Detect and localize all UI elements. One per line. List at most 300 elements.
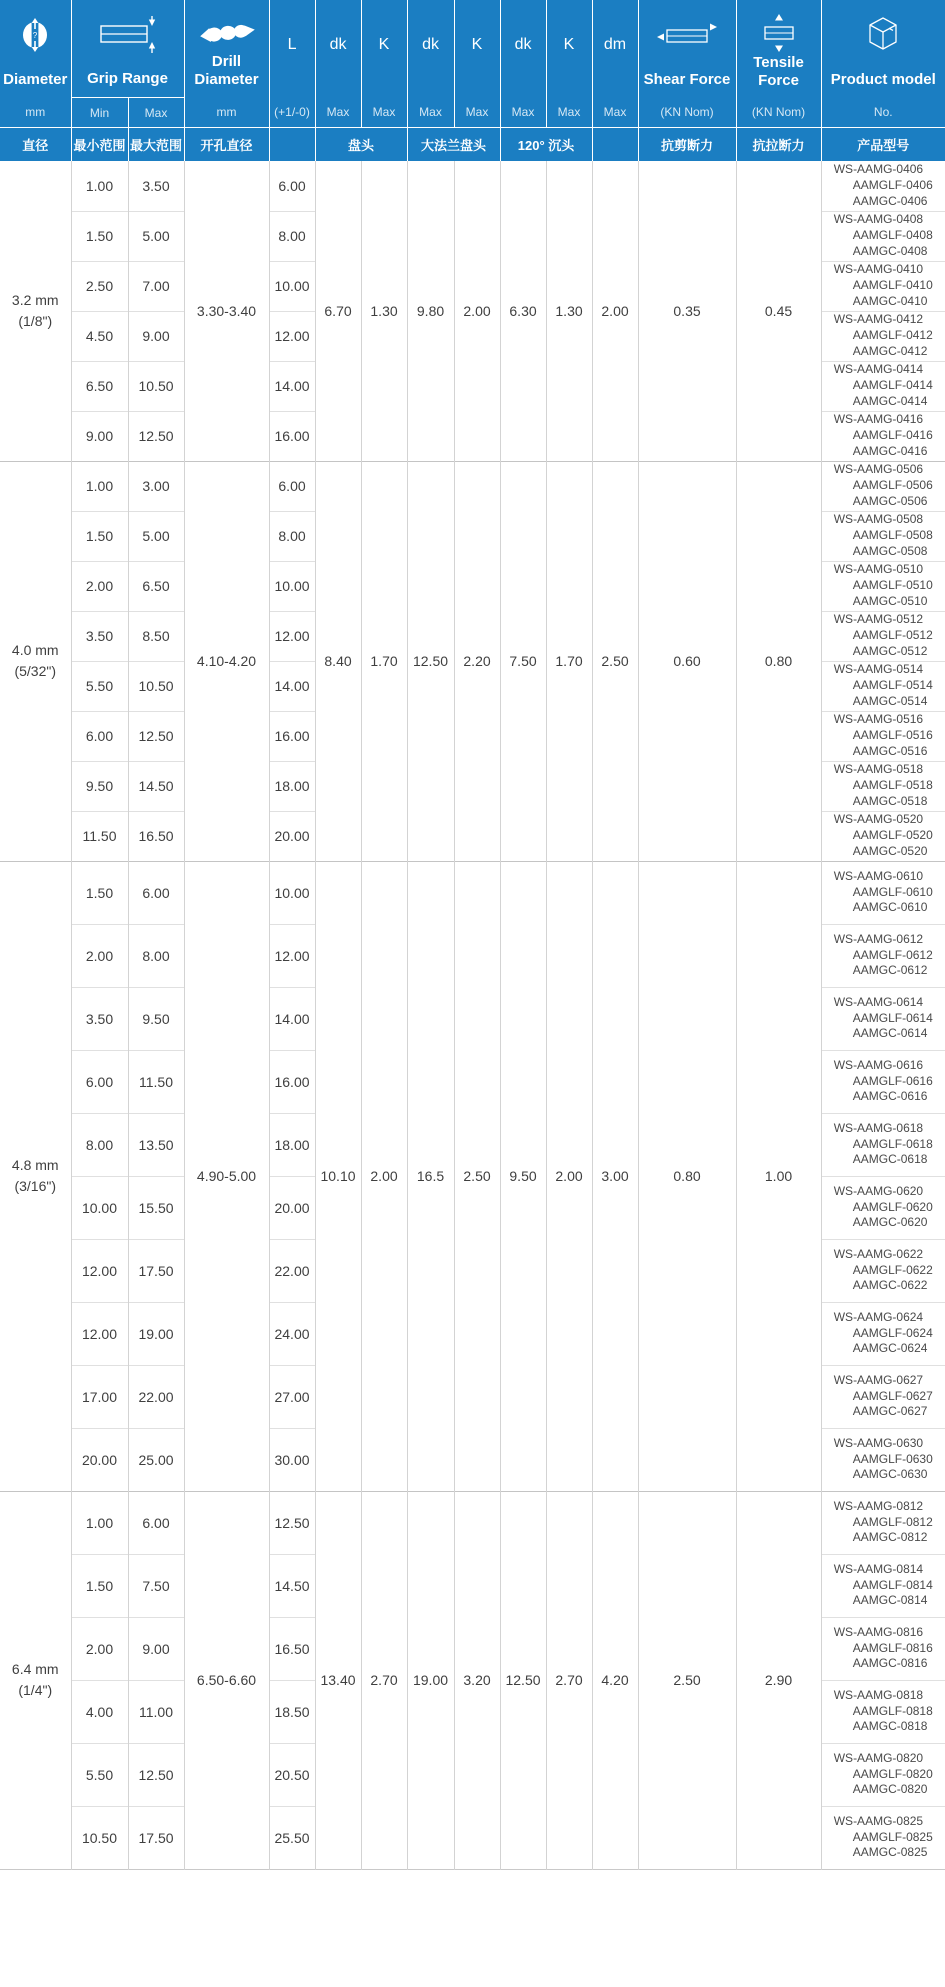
product-model-list [834,612,933,659]
csk-k-cell: 1.70 [546,461,592,861]
length-cell: 20.00 [269,811,315,861]
product-model: AAMGC-0514 [852,693,928,708]
pan-k-cell: 1.70 [361,461,407,861]
product-model: AAMGC-0412 [852,343,928,358]
length-cell: 20.50 [269,1743,315,1806]
cn-diameter: 直径 [0,128,71,162]
product-model: WS-AAMG-0520 [833,812,924,827]
product-model-cell [821,611,945,661]
grip-min-cell: 4.00 [71,1680,128,1743]
product-model-list [834,512,933,559]
grip-min-cell: 11.50 [71,811,128,861]
product-model-list [834,462,933,509]
grip-max-cell: 17.50 [128,1239,184,1302]
product-model: WS-AAMG-0818 [833,1687,924,1702]
product-model: AAMGC-0414 [852,393,928,408]
header-product-label: Product model [830,70,936,88]
grip-max-cell: 8.00 [128,924,184,987]
diameter-size: 4.8 mm [11,1157,59,1173]
pan-k-cell: 1.30 [361,161,407,461]
grip-min-cell: 3.50 [71,987,128,1050]
length-cell: 12.00 [269,311,315,361]
header-pan-k [361,0,407,98]
length-cell: 8.00 [269,211,315,261]
product-model: WS-AAMG-0518 [833,762,924,777]
product-model-cell [821,1743,945,1806]
product-model: AAMGC-0820 [852,1782,928,1797]
grip-max-cell: 13.50 [128,1113,184,1176]
product-model: AAMGC-0620 [852,1215,928,1230]
product-model-cell [821,211,945,261]
grip-min-cell: 12.00 [71,1239,128,1302]
product-model: AAMGLF-0624 [852,1325,933,1340]
diameter-inch: (3/16") [14,1178,57,1194]
grip-min-cell: 1.00 [71,1491,128,1554]
length-cell: 14.00 [269,661,315,711]
product-model: AAMGLF-0412 [852,328,933,343]
grip-min-cell: 2.00 [71,924,128,987]
product-model: AAMGLF-0627 [852,1388,933,1403]
csk-dk-cell: 9.50 [500,861,546,1491]
length-cell: 6.00 [269,161,315,211]
grip-max-cell: 6.00 [128,1491,184,1554]
grip-min-cell: 1.00 [71,461,128,511]
product-model: WS-AAMG-0624 [833,1309,924,1324]
grip-min-cell: 17.00 [71,1365,128,1428]
product-model-cell [821,311,945,361]
product-model-cell [821,1239,945,1302]
product-model: AAMGC-0408 [852,243,928,258]
grip-max-cell: 25.00 [128,1428,184,1491]
product-model: AAMGLF-0620 [852,1199,933,1214]
length-cell: 12.00 [269,924,315,987]
cn-pan-head: 盘头 [315,128,407,162]
diameter-inch: (1/4") [18,1682,53,1698]
product-model: AAMGLF-0814 [852,1577,933,1592]
tensile-force-cell: 0.45 [736,161,821,461]
product-model: AAMGLF-0612 [852,947,933,962]
unit-pan-dk: Max [315,98,361,128]
product-model: AAMGLF-0825 [852,1829,933,1844]
flange-k-cell: 2.50 [454,861,500,1491]
product-model: AAMGC-0618 [852,1152,928,1167]
product-model: AAMGLF-0410 [852,278,933,293]
length-cell: 14.50 [269,1554,315,1617]
unit-flange-k: Max [454,98,500,128]
tensile-force-icon [758,12,800,54]
product-model: AAMGC-0508 [852,543,928,558]
cn-dm-empty [592,128,638,162]
cn-length-empty [269,128,315,162]
diameter-size: 3.2 mm [11,291,59,308]
product-model: AAMGC-0825 [852,1845,928,1860]
length-cell: 16.00 [269,411,315,461]
product-model: WS-AAMG-0612 [833,931,924,946]
product-model: AAMGC-0616 [852,1089,928,1104]
product-model: WS-AAMG-0614 [833,994,924,1009]
product-model-cell [821,1176,945,1239]
grip-min-cell: 10.00 [71,1176,128,1239]
product-model-list [834,869,933,916]
product-model-cell [821,661,945,711]
length-cell: 10.00 [269,261,315,311]
unit-grip-min: Min [71,98,128,128]
product-model: AAMGLF-0512 [852,628,933,643]
product-model-cell [821,1113,945,1176]
product-model-list [834,932,933,979]
product-model-cell [821,161,945,211]
header-grip-range [71,0,184,98]
grip-min-cell: 2.00 [71,1617,128,1680]
unit-csk-dk: Max [500,98,546,128]
product-model-cell [821,761,945,811]
diameter-cell [0,461,71,861]
length-cell: 24.00 [269,1302,315,1365]
product-model-list [834,1184,933,1231]
length-cell: 10.00 [269,561,315,611]
product-model-list [834,1625,933,1672]
unit-product: No. [821,98,945,128]
product-model: WS-AAMG-0508 [833,512,924,527]
drill-diameter-cell: 4.10-4.20 [184,461,269,861]
length-cell: 18.00 [269,761,315,811]
header-length-label: L [287,36,297,54]
cn-grip-max: 最大范围 [128,128,184,162]
product-model: WS-AAMG-0506 [833,462,924,477]
cn-product: 产品型号 [821,128,945,162]
product-model: WS-AAMG-0406 [833,162,924,176]
header-shear [638,0,736,98]
length-cell: 16.00 [269,711,315,761]
length-cell: 14.00 [269,361,315,411]
flange-dk-cell: 19.00 [407,1491,454,1869]
flange-k-cell: 3.20 [454,1491,500,1869]
header-tensile [736,0,821,98]
header-drill-label: Drill Diameter [194,52,259,88]
product-model-list [834,662,933,709]
diameter-cell [0,161,71,461]
product-model-list [834,812,933,859]
length-cell: 18.00 [269,1113,315,1176]
product-model: AAMGC-0516 [852,743,928,758]
header-flange-dk [407,0,454,98]
product-model-cell [821,261,945,311]
product-model: WS-AAMG-0512 [833,612,924,627]
grip-min-cell: 6.00 [71,711,128,761]
unit-length: (+1/-0) [269,98,315,128]
grip-min-cell: 6.00 [71,1050,128,1113]
product-model: AAMGLF-0820 [852,1766,933,1781]
product-model: WS-AAMG-0516 [833,712,924,727]
drill-icon [198,12,256,53]
dm-cell: 2.00 [592,161,638,461]
product-model: AAMGLF-0510 [852,578,933,593]
product-model-cell [821,1050,945,1113]
header-pan-k-label: K [378,36,390,54]
product-model: WS-AAMG-0408 [833,212,924,227]
cn-grip-min: 最小范围 [71,128,128,162]
product-model-list [834,1688,933,1735]
grip-max-cell: 12.50 [128,1743,184,1806]
diameter-inch: (5/32") [14,663,57,679]
pan-dk-cell: 10.10 [315,861,361,1491]
length-cell: 22.00 [269,1239,315,1302]
unit-flange-dk: Max [407,98,454,128]
product-model: AAMGLF-0812 [852,1514,933,1529]
product-model: AAMGC-0818 [852,1719,928,1734]
product-model-list [834,262,933,309]
header-csk-dk-label: dk [514,36,532,54]
header-drill [184,0,269,98]
header-dm-label: dm [603,36,627,54]
grip-min-cell: 2.50 [71,261,128,311]
product-model-list [834,1121,933,1168]
length-cell: 30.00 [269,1428,315,1491]
grip-max-cell: 9.00 [128,311,184,361]
product-model: AAMGLF-0816 [852,1640,933,1655]
grip-range-icon [95,12,161,58]
product-model: WS-AAMG-0414 [833,362,924,377]
product-model: AAMGC-0816 [852,1656,928,1671]
drill-diameter-cell: 6.50-6.60 [184,1491,269,1869]
product-model: WS-AAMG-0412 [833,312,924,327]
grip-max-cell: 11.50 [128,1050,184,1113]
cn-shear: 抗剪断力 [638,128,736,162]
grip-min-cell: 1.50 [71,861,128,924]
product-model-list [834,1310,933,1357]
grip-min-cell: 12.00 [71,1302,128,1365]
grip-min-cell: 2.00 [71,561,128,611]
product-model-cell [821,924,945,987]
length-cell: 25.50 [269,1806,315,1869]
grip-max-cell: 9.00 [128,1617,184,1680]
header-dm [592,0,638,98]
product-model: AAMGC-0410 [852,293,928,308]
dm-cell: 4.20 [592,1491,638,1869]
diameter-cell [0,1491,71,1869]
shear-force-cell: 0.35 [638,161,736,461]
product-model: WS-AAMG-0622 [833,1246,924,1261]
product-model: AAMGC-0510 [852,593,928,608]
grip-min-cell: 5.50 [71,661,128,711]
product-model-list [834,1814,933,1861]
product-model-list [834,312,933,359]
dm-cell: 2.50 [592,461,638,861]
length-cell: 12.00 [269,611,315,661]
grip-max-cell: 8.50 [128,611,184,661]
length-cell: 10.00 [269,861,315,924]
header-csk-k [546,0,592,98]
product-model: AAMGC-0624 [852,1341,928,1356]
product-model: WS-AAMG-0410 [833,262,924,277]
product-model: AAMGLF-0508 [852,528,933,543]
drill-diameter-cell: 3.30-3.40 [184,161,269,461]
product-model-cell [821,811,945,861]
csk-k-cell: 1.30 [546,161,592,461]
product-model: AAMGC-0416 [852,443,928,458]
product-model: WS-AAMG-0630 [833,1435,924,1450]
spec-table-body [0,161,945,1869]
product-model: AAMGC-0814 [852,1593,928,1608]
length-cell: 8.00 [269,511,315,561]
product-model-cell [821,1428,945,1491]
length-cell: 20.00 [269,1176,315,1239]
product-model: AAMGLF-0518 [852,778,933,793]
product-model: WS-AAMG-0816 [833,1624,924,1639]
product-box-icon [862,12,904,58]
length-cell: 12.50 [269,1491,315,1554]
product-model: AAMGC-0612 [852,963,928,978]
grip-max-cell: 3.00 [128,461,184,511]
product-model: AAMGLF-0616 [852,1073,933,1088]
product-model: WS-AAMG-0510 [833,562,924,577]
length-cell: 27.00 [269,1365,315,1428]
product-model-list [834,362,933,409]
product-model: AAMGLF-0516 [852,728,933,743]
product-model-list [834,412,933,459]
grip-max-cell: 15.50 [128,1176,184,1239]
unit-dm: Max [592,98,638,128]
grip-min-cell: 3.50 [71,611,128,661]
diameter-icon [18,12,52,58]
grip-max-cell: 9.50 [128,987,184,1050]
product-model: AAMGLF-0520 [852,828,933,843]
product-model: AAMGC-0512 [852,643,928,658]
product-model-list [834,162,933,209]
product-model: AAMGC-0627 [852,1404,928,1419]
grip-min-cell: 1.50 [71,211,128,261]
grip-max-cell: 17.50 [128,1806,184,1869]
grip-min-cell: 8.00 [71,1113,128,1176]
header-diameter [0,0,71,98]
pan-dk-cell: 6.70 [315,161,361,461]
product-model: AAMGLF-0408 [852,228,933,243]
tensile-force-cell: 1.00 [736,861,821,1491]
csk-dk-cell: 6.30 [500,161,546,461]
header-csk-dk [500,0,546,98]
product-model-cell [821,861,945,924]
product-model-cell [821,1491,945,1554]
grip-max-cell: 7.50 [128,1554,184,1617]
pan-k-cell: 2.70 [361,1491,407,1869]
product-model: AAMGLF-0622 [852,1262,933,1277]
cn-drill: 开孔直径 [184,128,269,162]
grip-min-cell: 5.50 [71,1743,128,1806]
product-model: AAMGC-0406 [852,193,928,208]
csk-dk-cell: 7.50 [500,461,546,861]
cn-csk-head: 120° 沉头 [500,128,592,162]
product-model: AAMGC-0610 [852,900,928,915]
product-model: AAMGLF-0818 [852,1703,933,1718]
shear-force-cell: 0.60 [638,461,736,861]
product-model-list [834,1751,933,1798]
shear-force-cell: 2.50 [638,1491,736,1869]
grip-max-cell: 5.00 [128,211,184,261]
csk-k-cell: 2.70 [546,1491,592,1869]
grip-max-cell: 19.00 [128,1302,184,1365]
product-model: WS-AAMG-0514 [833,662,924,677]
product-model-list [834,212,933,259]
grip-max-cell: 22.00 [128,1365,184,1428]
product-model-cell [821,511,945,561]
header-length [269,0,315,98]
product-model-cell [821,1617,945,1680]
product-model: AAMGLF-0506 [852,478,933,493]
length-cell: 16.00 [269,1050,315,1113]
svg-text:?: ? [33,31,38,41]
header-pan-dk-label: dk [329,36,347,54]
grip-min-cell: 9.00 [71,411,128,461]
pan-k-cell: 2.00 [361,861,407,1491]
diameter-size: 4.0 mm [11,642,59,658]
grip-max-cell: 10.50 [128,661,184,711]
pan-dk-cell: 13.40 [315,1491,361,1869]
grip-max-cell: 16.50 [128,811,184,861]
grip-max-cell: 12.50 [128,411,184,461]
table-header [0,0,945,161]
product-model: WS-AAMG-0620 [833,1183,924,1198]
header-shear-label: Shear Force [643,70,731,88]
product-model-list [834,1058,933,1105]
grip-min-cell: 4.50 [71,311,128,361]
flange-k-cell: 2.00 [454,161,500,461]
product-model-list [834,1247,933,1294]
product-model-cell [821,1554,945,1617]
shear-force-cell: 0.80 [638,861,736,1491]
length-cell: 18.50 [269,1680,315,1743]
length-cell: 14.00 [269,987,315,1050]
csk-k-cell: 2.00 [546,861,592,1491]
diameter-inch: (1/8") [18,312,53,329]
product-model: WS-AAMG-0627 [833,1372,924,1387]
product-model: AAMGLF-0630 [852,1451,933,1466]
dm-cell: 3.00 [592,861,638,1491]
product-model: AAMGC-0506 [852,493,928,508]
flange-dk-cell: 12.50 [407,461,454,861]
product-model-list [834,995,933,1042]
product-model-cell [821,987,945,1050]
tensile-force-cell: 2.90 [736,1491,821,1869]
grip-min-cell: 6.50 [71,361,128,411]
header-pan-dk [315,0,361,98]
product-model: AAMGLF-0406 [852,177,933,192]
grip-max-cell: 14.50 [128,761,184,811]
unit-drill: mm [184,98,269,128]
product-model: AAMGLF-0614 [852,1010,933,1025]
product-model: WS-AAMG-0812 [833,1498,924,1513]
grip-max-cell: 5.00 [128,511,184,561]
header-product [821,0,945,98]
product-model-cell [821,1365,945,1428]
grip-max-cell: 10.50 [128,361,184,411]
header-diameter-label: Diameter [3,70,68,88]
grip-min-cell: 1.00 [71,161,128,211]
cn-tensile: 抗拉断力 [736,128,821,162]
shear-force-icon [654,12,720,58]
unit-shear: (KN Nom) [638,98,736,128]
product-model: AAMGLF-0610 [852,884,933,899]
grip-min-cell: 20.00 [71,1428,128,1491]
product-model: WS-AAMG-0825 [833,1813,924,1828]
product-model-list [834,1499,933,1546]
cn-flange-head: 大法兰盘头 [407,128,500,162]
tensile-force-cell: 0.80 [736,461,821,861]
flange-dk-cell: 9.80 [407,161,454,461]
grip-max-cell: 7.00 [128,261,184,311]
grip-min-cell: 1.50 [71,1554,128,1617]
drill-diameter-cell: 4.90-5.00 [184,861,269,1491]
grip-max-cell: 6.00 [128,861,184,924]
